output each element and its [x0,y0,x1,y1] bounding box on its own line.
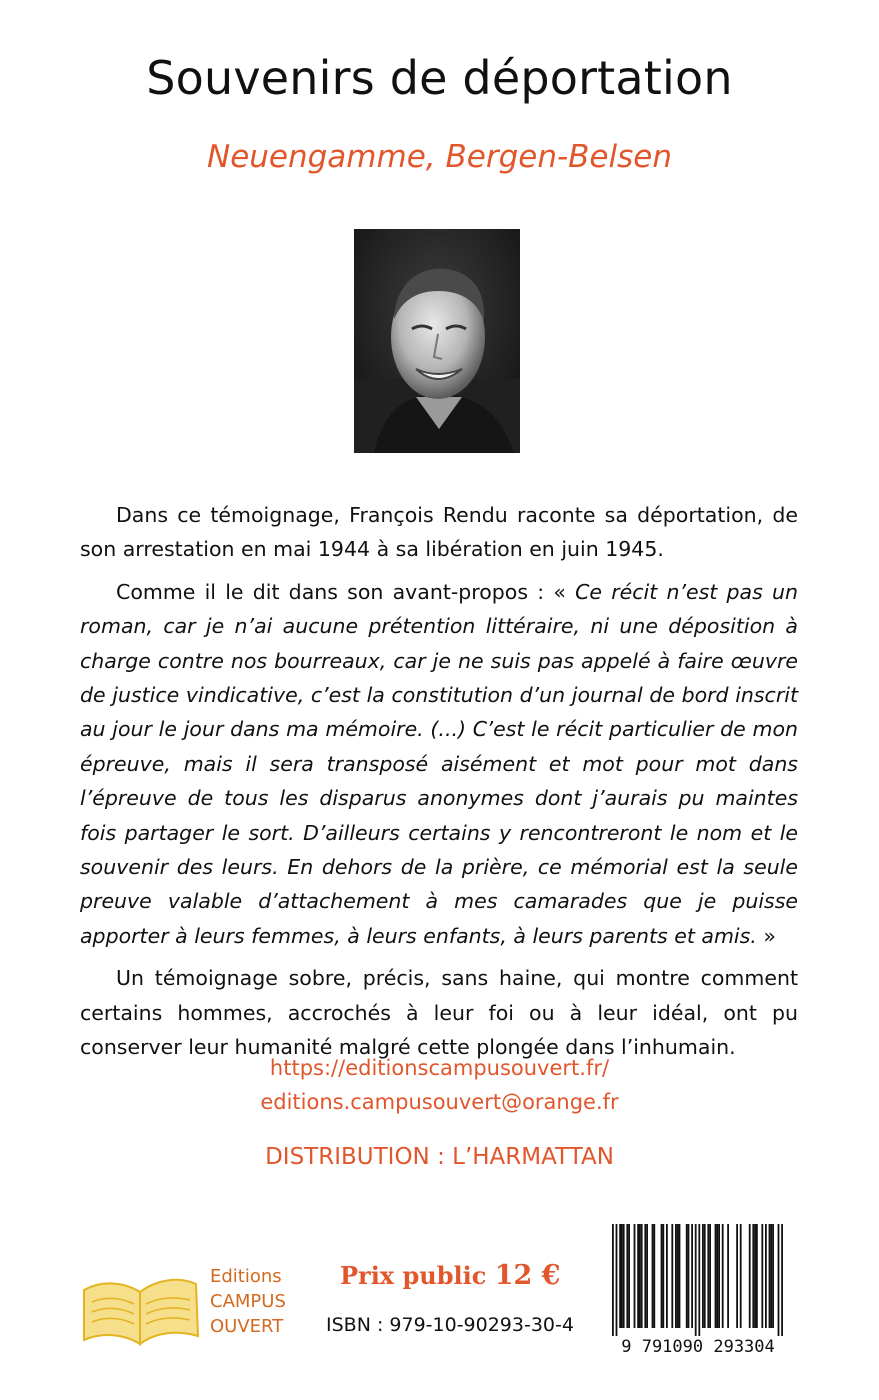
barcode-bar [661,1224,663,1328]
barcode-bar [679,1224,681,1328]
barcode-bar [646,1224,648,1328]
barcode-bar [653,1224,655,1328]
barcode-bar [671,1224,673,1328]
barcode-bar [688,1224,690,1328]
barcode-bar [616,1224,618,1336]
barcode-bar [686,1224,688,1328]
paragraph-2-quote: Ce récit n’est pas un roman, car je n’ai aucune prétention littéraire, ni une déposition à charge contre nos bourreaux, car je ne suis pas appelé à faire œuvre de justice vindicative, c’est la constitution d’un journal de bord inscrit au jour le jour dans ma mémoire. (...) C’est le récit particulier de mon épreuve, mais il sera transposé aisément et mot pour mot dans l’épreuve de tous les disparus anonymes dont j’aurais pu maintes fois partager le sort. D’ailleurs certains y rencontreront le nom et le souvenir des leurs. En dehors de la prière, ce mémorial est la seule preuve valable d’attachement à mes camarades que je puisse apporter à leurs femmes, à leurs enfants, à leurs parents et amis. [80,579,798,948]
publisher-line-3: OUVERT [210,1316,284,1337]
barcode-bar [727,1224,729,1328]
barcode-bar [677,1224,679,1328]
open-book-icon [80,1268,202,1348]
author-photo [354,229,520,453]
paragraph-1: Dans ce témoignage, François Rendu raconte sa déportation, de son arrestation en mai 1944 à sa libération en juin 1945. [80,503,798,562]
price-amount: 12 € [494,1260,561,1291]
barcode-bar [644,1224,646,1328]
barcode-bar [761,1224,763,1328]
barcode-bar [637,1224,639,1328]
book-title: Souvenirs de déportation [146,51,733,105]
barcode-bar [675,1224,677,1328]
barcode-bar [628,1224,630,1328]
barcode-bar [666,1224,668,1328]
barcode-bar [770,1224,772,1328]
barcode-bar [634,1224,636,1328]
barcode-bar [702,1224,704,1328]
publisher-line-1: Editions [210,1266,282,1287]
publisher-line-2: CAMPUS [210,1291,286,1312]
barcode-bar [704,1224,706,1328]
publisher-name [210,1264,286,1339]
barcode-bar [749,1224,751,1328]
barcode-bar [715,1224,717,1328]
website-link[interactable]: https://editionscampusouvert.fr/ [269,1056,610,1080]
barcode-bar [754,1224,756,1328]
barcode-bar [756,1224,758,1328]
barcode-bar [639,1224,641,1328]
barcode-bar [623,1224,625,1328]
barcode-digits: 9 791090 293304 [621,1337,775,1357]
barcode-bar [722,1224,724,1328]
barcode-bar [707,1224,709,1328]
barcode-bar [769,1224,771,1328]
distribution-line: DISTRIBUTION : L’HARMATTAN [265,1144,614,1170]
barcode-bar [698,1224,700,1336]
barcode-bar [716,1224,718,1328]
email-link[interactable]: editions.campusouvert@orange.fr [260,1090,619,1114]
price-label [340,1258,560,1294]
barcode-bar [626,1224,628,1328]
author-portrait-icon [354,229,520,453]
barcode-bars [612,1224,783,1336]
barcode-bar [691,1224,693,1328]
barcode-bar [718,1224,720,1328]
barcode-bar [709,1224,711,1328]
barcode-bar [772,1224,774,1328]
barcode-bar [736,1224,738,1328]
barcode-bar [740,1224,742,1328]
barcode-bar [781,1224,783,1336]
barcode-bar [621,1224,623,1328]
barcode-bar [765,1224,767,1328]
barcode-bar [778,1224,780,1336]
barcode-bar [619,1224,621,1328]
description-text [80,498,798,1073]
barcode-bar [641,1224,643,1328]
barcode-bar [612,1224,614,1336]
paragraph-3: Un témoignage sobre, précis, sans haine, qui montre comment certains hommes, accrochés à leur foi ou à leur idéal, ont pu conserver leur humanité malgré cette plongée dans l’inhumain. [80,966,798,1060]
barcode-bar [695,1224,697,1336]
price-text: Prix public [340,1261,495,1290]
paragraph-2-close: » [756,923,776,948]
book-subtitle: Neuengamme, Bergen-Belsen [207,139,672,175]
paragraph-2-intro: Comme il le dit dans son avant-propos : « [116,579,576,604]
isbn-number: ISBN : 979-10-90293-30-4 [326,1314,574,1336]
barcode-icon [598,1220,798,1358]
barcode-bar [662,1224,664,1328]
barcode-bar [652,1224,654,1328]
barcode-bar [752,1224,754,1328]
paragraph-2 [80,575,798,953]
